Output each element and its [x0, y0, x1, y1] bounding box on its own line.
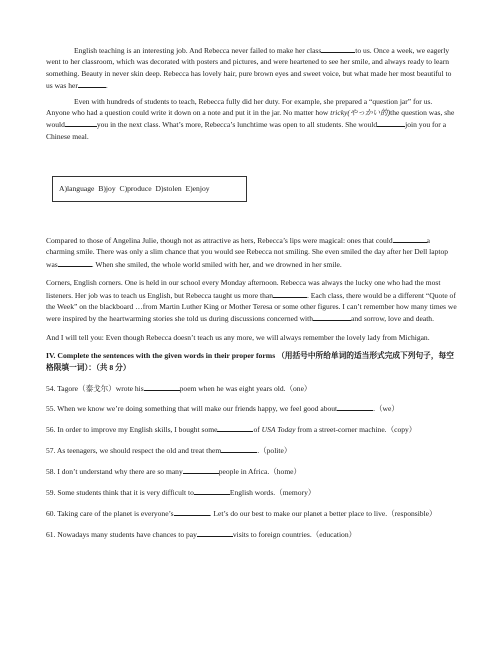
question-59	[46, 486, 458, 498]
answer-blank[interactable]	[337, 402, 373, 411]
text: the question was, she would	[46, 108, 455, 130]
text: . When she smiled, the whole world smiled with her, and we drowned in her smile.	[91, 259, 342, 269]
text: and sorrow, love and death.	[351, 314, 434, 324]
answer-blank[interactable]	[58, 258, 92, 267]
section-heading: IV. Complete the sentences with the given words in their proper forms （用括号中所给单词的适当形式完成下列句子，每空格限填一词）：（共 8 分）	[46, 351, 454, 372]
passage-one	[46, 44, 456, 142]
text: you in the next class. What’s more, Rebecca’s lunchtime was open to all students. She would	[96, 120, 378, 130]
text: . Each class, there would be a different “Quote of the Week” on the blackboard …from Martin Luther King or Mother Teresa or some other figures. I can’t remember how many times we were inspired by the heartwarming stories she told us during discussions concerned with	[46, 290, 457, 324]
answer-blank[interactable]	[377, 118, 405, 127]
text: of	[253, 425, 262, 435]
question-58	[46, 465, 458, 477]
text: .（we）	[373, 404, 399, 414]
text: English teaching is an interesting job. And Rebecca never failed to make her class	[74, 46, 322, 55]
answer-blank[interactable]	[194, 486, 230, 495]
text: to us. Once a week, we eagerly went to her classroom, which was decorated with posters and pictures, and were heartened to see her smile, and always ready to learn something. Beauty in never skin deep. Rebecca has lovely hair, pure brown eyes and sweet voice, but what made her most beautiful to us was her	[46, 46, 452, 91]
text: Compared to those of Angelina Julie, though not as attractive as hers, Rebecca’s lips were magical: ones that could	[46, 236, 393, 245]
text: tricky(やっかい的)	[330, 108, 391, 118]
text: USA Today	[261, 425, 296, 435]
text: . Let’s do our best to make our planet a better place to live.（responsible）	[209, 509, 437, 518]
text: a charming smile. There was only a slim chance that you would see Rebecca not smiling. She even smiled the day after her Dell laptop was	[46, 236, 449, 269]
text: 54. Tagore（泰戈尔）wrote his	[46, 383, 144, 393]
passage-two	[46, 234, 458, 540]
text: join you for a Chinese meal.	[46, 120, 447, 141]
answer-blank[interactable]	[144, 382, 180, 391]
passage1-paragraph2	[46, 96, 456, 143]
word-options-box: A)language B)joy C)produce D)stolen E)enjoy	[52, 176, 247, 202]
answer-blank[interactable]	[321, 44, 355, 53]
answer-blank[interactable]	[65, 118, 97, 127]
answer-blank[interactable]	[183, 465, 219, 474]
answer-blank[interactable]	[78, 79, 108, 91]
text: Even with hundreds of students to teach, Rebecca fully did her duty. For example, she prepared a “question jar” for us. Anyone who had a question could write it down on a note and put it in the jar. No matter how	[46, 96, 433, 118]
text: 57. As teenagers, we should respect the old and treat them	[46, 446, 222, 456]
text: 55. When we know we’re doing something that will make our friends happy, we feel good about	[46, 404, 338, 414]
answer-blank[interactable]	[197, 528, 233, 537]
text: .（polite）	[257, 446, 292, 456]
answer-blank[interactable]	[174, 507, 210, 516]
text: 59. Some students think that it is very difficult to	[46, 488, 194, 498]
text: 61. Nowadays many students have chances to pay	[46, 529, 197, 539]
text: English words.（memory）	[229, 488, 316, 498]
question-60	[46, 507, 458, 519]
question-56	[46, 423, 458, 435]
text: poem when he was eight years old.（one）	[179, 383, 312, 393]
text: Corners, English corners. One is held in our school every Monday afternoon. Rebecca was always the lucky one who had the most listeners. Her job was to teach us English, but Rebecca taught us more than	[46, 278, 441, 300]
question-57	[46, 444, 458, 456]
text: people in Africa.（home）	[218, 467, 302, 477]
text: 60. Taking care of the planet is everyone’s	[46, 509, 174, 518]
question-55	[46, 402, 458, 414]
answer-blank[interactable]	[313, 312, 351, 321]
question-61	[46, 528, 458, 540]
passage2-paragraph1	[46, 234, 458, 270]
text: 58. I don’t understand why there are so many	[46, 467, 183, 477]
answer-blank[interactable]	[221, 444, 257, 453]
passage2-paragraph3: And I will tell you: Even though Rebecca doesn’t teach us any more, we will always remember the lovely lady from Michigan.	[46, 332, 430, 342]
answer-blank[interactable]	[393, 234, 427, 243]
passage2-paragraph2	[46, 277, 458, 325]
text: visits to foreign countries.（education）	[232, 529, 357, 539]
answer-blank[interactable]	[273, 289, 307, 298]
question-54	[46, 382, 458, 394]
answer-blank[interactable]	[217, 423, 253, 432]
passage1-paragraph1	[46, 44, 456, 92]
text: from a street-corner machine.（copy）	[295, 425, 417, 435]
text: .	[105, 81, 108, 91]
text: 56. In order to improve my English skills, I bought some	[46, 425, 218, 435]
